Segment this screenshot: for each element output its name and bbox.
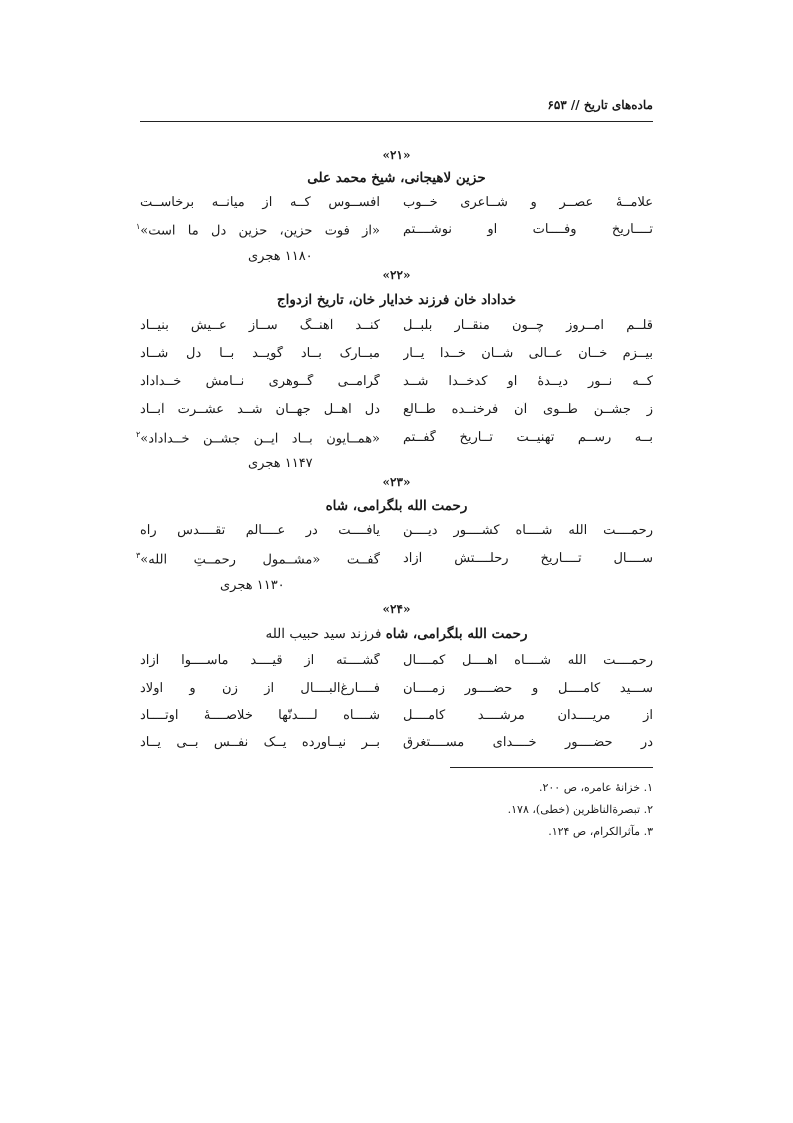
hemistich-first: رحمــــت الله شــــاه کشــــور دیــــن <box>403 523 653 538</box>
verse-line <box>140 681 653 703</box>
entry-title <box>140 170 653 186</box>
verse-line <box>136 551 653 573</box>
verse-line <box>140 318 653 340</box>
entry-number: «۲۱» <box>382 148 411 162</box>
entry-title-rest: فرزند سید حبیب الله <box>265 626 386 642</box>
footnote-ref: ۱ <box>136 222 141 231</box>
entry-number: «۲۲» <box>382 268 411 282</box>
hijri-year: ۱۱۴۷ هجری <box>248 456 313 471</box>
entry-22 <box>136 268 653 478</box>
entry-24 <box>140 602 653 772</box>
verse-line <box>140 735 653 757</box>
entry-title-bold: خداداد خان فرزند خدایار خان، تاریخ ازدواج <box>276 292 517 308</box>
hemistich-first: علامــهٔ عصــر و شــاعری خــوب <box>403 195 653 210</box>
entry-title-bold: رحمت الله بلگرامی، شاه <box>325 498 468 514</box>
hemistich-first: ز جشــن طــوی آن فرخنــده طــالع <box>403 402 653 417</box>
hemistich-first: کــه نــور دیــدهٔ او کدخــدا شــد <box>403 374 653 389</box>
verse-line <box>140 195 653 217</box>
hemistich-second: گرامــی گــوهری نــامش خــداداد <box>140 374 380 389</box>
hemistich-second: یافــــت در عــــالم تقــــدس راه <box>140 523 380 538</box>
hemistich-second: «همــایون بــاد ایــن جشــن خــداداد»$^۲$ <box>136 430 380 447</box>
hemistich-first: بیــزم خــان عــالی شــان خــدا یــار <box>403 346 653 361</box>
running-header: ماده‌های تاریخ // ۶۵۳ <box>547 98 653 112</box>
entry-title-bold: حزین لاهیجانی، شیخ محمد علی <box>307 170 486 186</box>
entry-number: «۲۳» <box>382 475 411 489</box>
hemistich-second: افســوس کــه از میانــه برخاســت <box>140 195 380 210</box>
hemistich-second: بــر نیــاورده یــک نفــس بــی یــاد <box>140 735 380 750</box>
hijri-year: ۱۱۳۰ هجری <box>220 578 285 593</box>
hemistich-first: در حضــــور خــــدای مســــتغرق <box>403 735 653 750</box>
hemistich-first: بــه رســم تهنیــت تــاریخ گفــتم <box>403 430 653 445</box>
header-divider <box>140 121 653 122</box>
hemistich-second: مبــارک بــاد گویــد بــا دل شــاد <box>140 346 380 361</box>
verse-line <box>140 402 653 424</box>
footnote-3: ۳. مآثرالکرام، ص ۱۲۴. <box>548 825 653 838</box>
entry-23 <box>136 475 653 605</box>
hemistich-second: «از فوت حزین، حزین دل ما است»$^۱$ <box>136 222 380 239</box>
verse-line <box>136 222 653 244</box>
hemistich-first: تــــاریخ وفــــات او نوشــــتم <box>403 222 653 237</box>
verse-line <box>136 430 653 452</box>
hemistich-first: ســـید کامــــل و حضــــور زمــــان <box>403 681 653 696</box>
hemistich-second: گشــــته از قیــــد ماســــوا آزاد <box>140 653 380 668</box>
verse-line <box>140 374 653 396</box>
hemistich-second: شــــاه لــــدنّها خلاصــــهٔ اوتــــاد <box>140 708 380 723</box>
entry-title <box>140 626 653 642</box>
hemistich-second: دل اهــل جهــان شــد عشــرت آبــاد <box>140 402 380 417</box>
entry-title <box>140 292 653 308</box>
hemistich-second: فــــارغ‌البــــال از زن و اولاد <box>140 681 380 696</box>
verse-line <box>140 653 653 675</box>
hemistich-first: قلــم امــروز چــون منقــار بلبــل <box>403 318 653 333</box>
footnote-2: ۲. تبصرةالناظرین (خطی)، ۱۷۸. <box>507 803 653 816</box>
hijri-year: ۱۱۸۰ هجری <box>248 249 313 264</box>
footnote-1: ۱. خزانهٔ عامره، ص ۲۰۰. <box>538 781 653 794</box>
verse-line <box>140 346 653 368</box>
hemistich-first: از مریــــدان مرشــــد کامــــل <box>403 708 653 723</box>
entry-number: «۲۴» <box>382 602 411 616</box>
footnote-ref: ۳ <box>136 551 141 560</box>
entry-title <box>140 498 653 514</box>
footnote-divider <box>450 767 653 768</box>
footnote-ref: ۲ <box>136 430 141 439</box>
entry-title-bold: رحمت الله بلگرامی، شاه <box>385 626 528 642</box>
verse-line <box>140 523 653 545</box>
hemistich-second: گفــت «مشــمول رحمــتِ الله»$^۳$ <box>136 551 380 568</box>
hemistich-second: کنــد آهنــگ ســاز عــیش بنیــاد <box>140 318 380 333</box>
verse-line <box>140 708 653 730</box>
hemistich-first: ســــال تــــاریخ رحلــــتش آزاد <box>403 551 653 566</box>
hemistich-first: رحمــــت الله شــــاه اهــــل کمــــال <box>403 653 653 668</box>
entry-21 <box>136 148 653 278</box>
